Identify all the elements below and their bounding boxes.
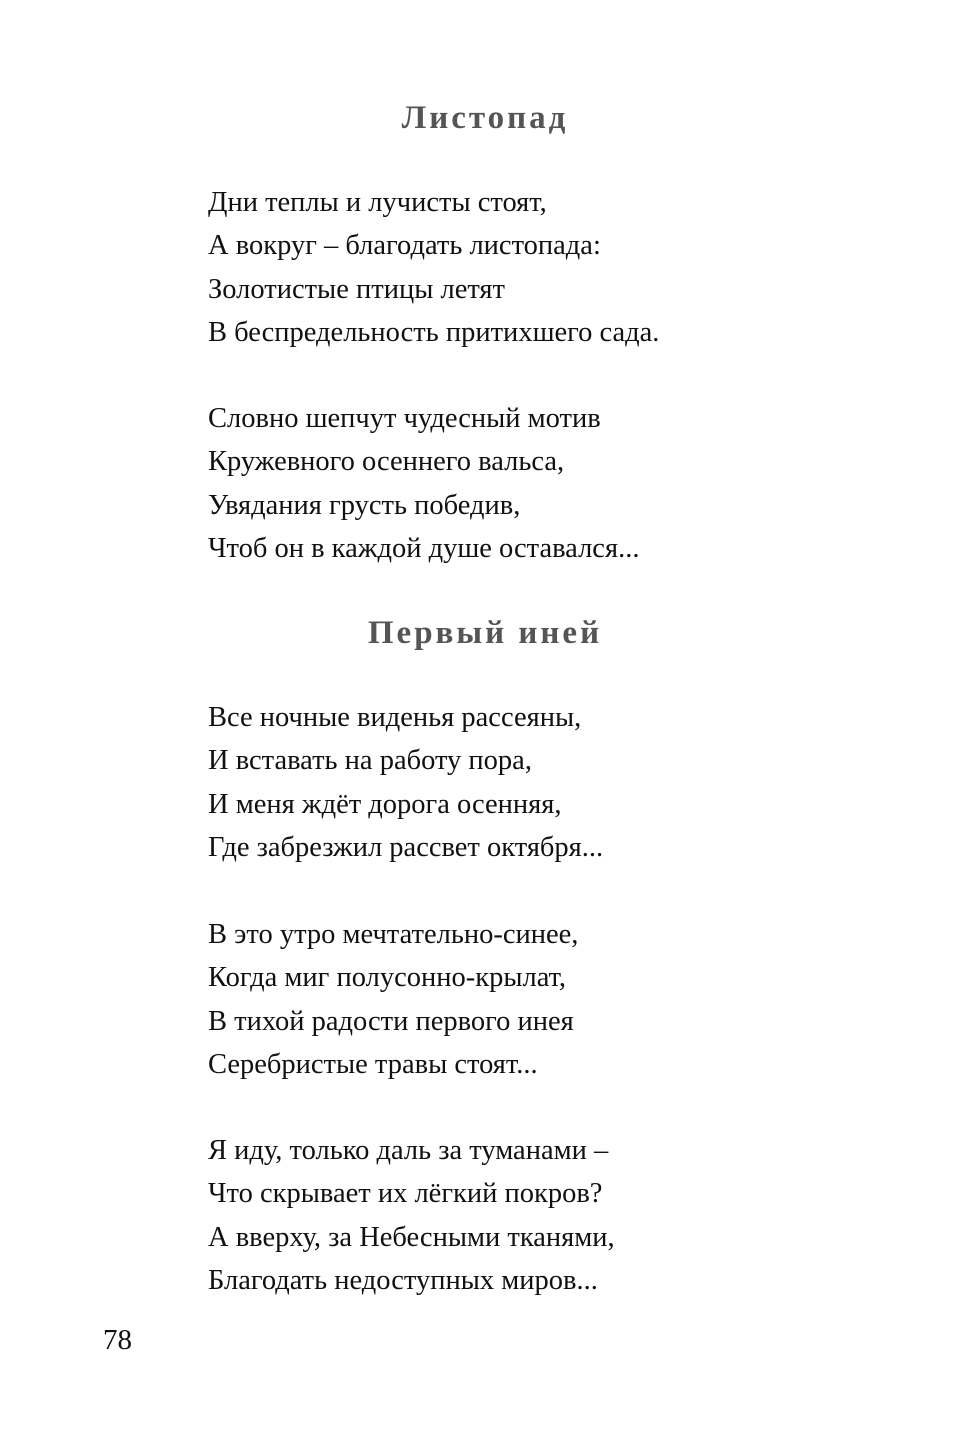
verse-line: И вставать на работу пора, <box>208 745 532 777</box>
verse-line: И меня ждёт дорога осенняя, <box>208 788 562 820</box>
verse-line: Все ночные виденья рассеяны, <box>208 702 582 733</box>
verse-line: Увядания грусть победив, <box>208 489 521 521</box>
verse-line: Я иду, только даль за туманами – <box>208 1135 609 1166</box>
stanza <box>208 181 659 354</box>
verse-line: Золотистые птицы летят <box>208 273 505 305</box>
verse-line: В беспредельность притихшего сада. <box>208 316 660 348</box>
verse-line: Где забрезжил рассвет октября... <box>208 831 604 863</box>
poem-title-listopad: Листопад <box>401 100 569 136</box>
poem-title-perviy-iney: Первый иней <box>367 615 603 651</box>
verse-line: Словно шепчут чудесный мотив <box>208 403 601 434</box>
stanza <box>208 696 603 869</box>
verse-line: Серебристые травы стоят... <box>208 1048 538 1080</box>
verse-line: Дни теплы и лучисты стоят, <box>208 187 547 218</box>
stanza <box>208 913 578 1086</box>
verse-line: А вверху, за Небесными тканями, <box>208 1221 615 1253</box>
verse-line: В тихой радости первого инея <box>208 1005 574 1037</box>
verse-line: Благодать недоступных миров... <box>208 1264 598 1296</box>
verse-line: А вокруг – благодать листопада: <box>208 230 601 262</box>
verse-line: Когда миг полусонно-крылат, <box>208 962 567 994</box>
page-number: 78 <box>103 1324 132 1356</box>
verse-line: В это утро мечтательно-синее, <box>208 919 579 950</box>
verse-line: Что скрывает их лёгкий покров? <box>208 1178 603 1210</box>
verse-line: Кружевного осеннего вальса, <box>208 446 565 478</box>
stanza <box>208 397 639 570</box>
verse-line: Чтоб он в каждой душе оставался... <box>208 532 640 564</box>
stanza <box>208 1129 615 1302</box>
